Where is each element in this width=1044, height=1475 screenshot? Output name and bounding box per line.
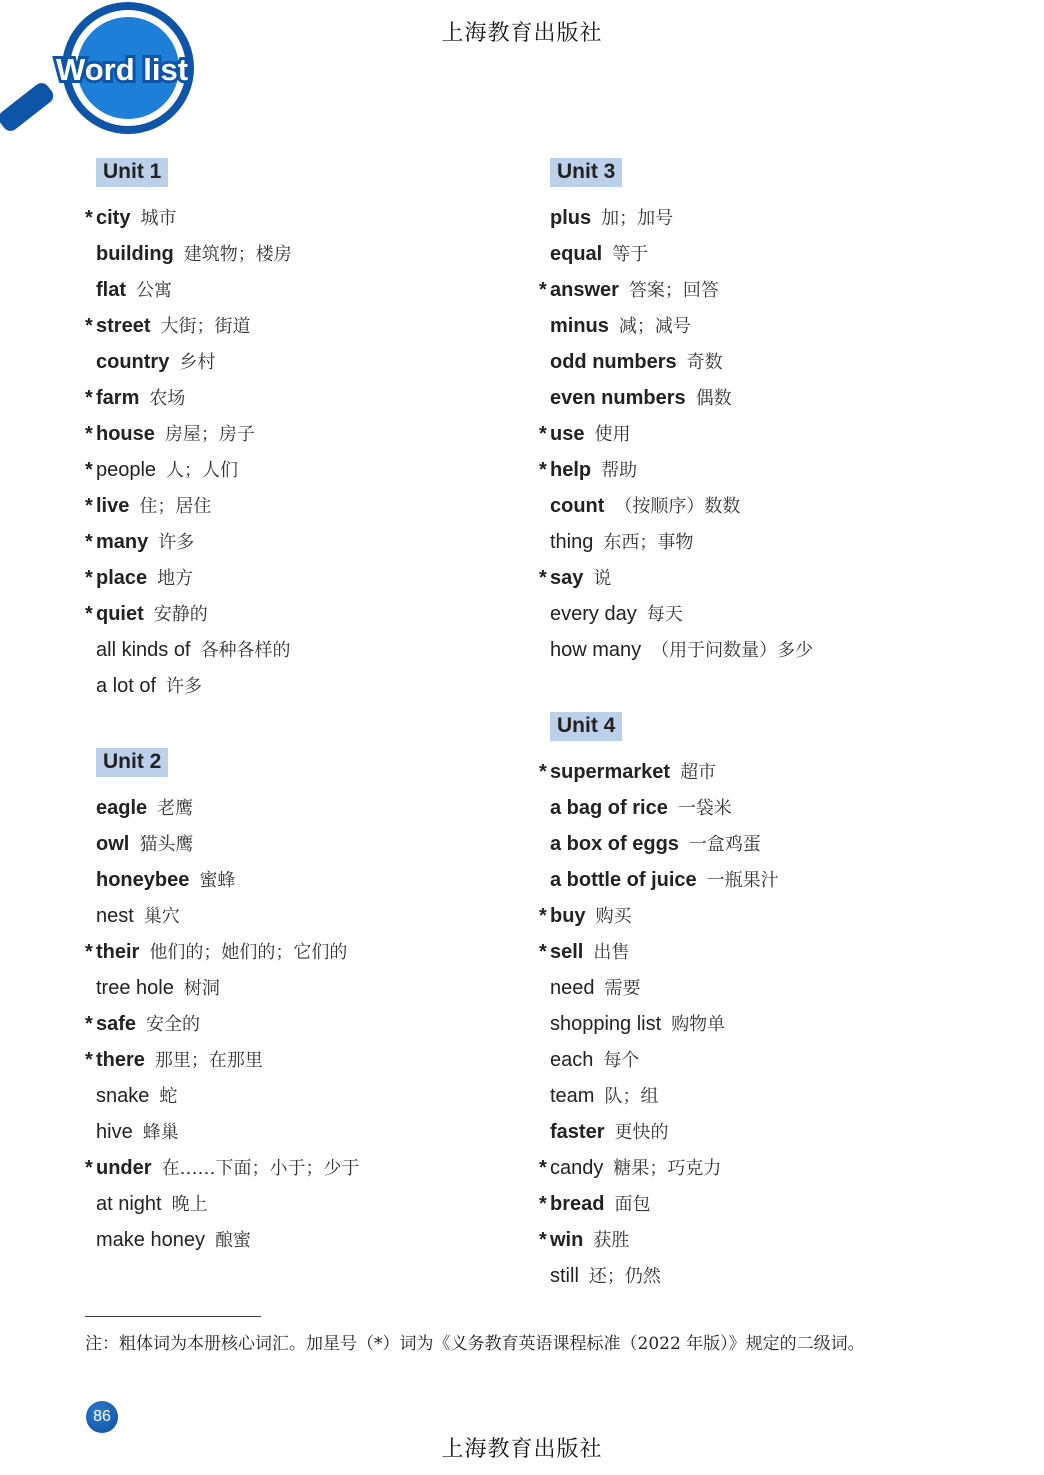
star-marker: * [85, 459, 93, 481]
english-word: answer [550, 279, 619, 301]
star-marker: * [539, 423, 547, 445]
word-entry [539, 1154, 813, 1190]
word-list [539, 758, 813, 1298]
chinese-meaning: 购物单 [671, 1014, 726, 1035]
chinese-meaning: 偶数 [695, 388, 732, 409]
english-word: minus [550, 315, 609, 337]
english-word: flat [96, 279, 126, 301]
chinese-meaning: 糖果；巧克力 [613, 1158, 722, 1179]
english-word: all kinds of [96, 639, 191, 661]
english-word: honeybee [96, 869, 190, 891]
star-marker: * [539, 279, 547, 301]
chinese-meaning: 更快的 [614, 1122, 669, 1143]
chinese-meaning: 住；居住 [139, 496, 212, 517]
chinese-meaning: 超市 [680, 762, 717, 783]
english-word: each [550, 1049, 594, 1071]
word-entry [85, 974, 360, 1010]
star-marker: * [539, 459, 547, 481]
english-word: under [96, 1157, 152, 1179]
chinese-meaning: 奇数 [686, 352, 723, 373]
english-word: thing [550, 531, 594, 553]
chinese-meaning: 使用 [594, 424, 631, 445]
word-entry [539, 456, 813, 492]
word-entry [539, 794, 813, 830]
column-right [539, 158, 813, 1338]
english-word: owl [96, 833, 130, 855]
word-entry [85, 240, 360, 276]
chinese-meaning: 获胜 [593, 1230, 630, 1251]
english-word: need [550, 977, 595, 999]
star-marker: * [85, 1013, 93, 1035]
english-word: sell [550, 941, 584, 963]
chinese-meaning: 酿蜜 [214, 1230, 251, 1251]
page-number: 86 [86, 1401, 118, 1433]
chinese-meaning: 答案；回答 [628, 280, 719, 301]
word-entry [85, 456, 360, 492]
word-entry [85, 564, 360, 600]
chinese-meaning: 蜂巢 [142, 1122, 179, 1143]
star-marker: * [539, 1193, 547, 1215]
word-list [85, 204, 360, 708]
word-entry [539, 1046, 813, 1082]
word-entry [539, 240, 813, 276]
english-word: building [96, 243, 174, 265]
chinese-meaning: 许多 [166, 676, 203, 697]
english-word: equal [550, 243, 603, 265]
chinese-meaning: 猫头鹰 [139, 834, 194, 855]
chinese-meaning: 一盒鸡蛋 [688, 834, 761, 855]
star-marker: * [85, 423, 93, 445]
chinese-meaning: 许多 [158, 532, 195, 553]
chinese-meaning: 老鹰 [157, 798, 194, 819]
chinese-meaning: 说 [593, 568, 612, 589]
english-word: help [550, 459, 592, 481]
word-entry [539, 600, 813, 636]
chinese-meaning: 房屋；房子 [164, 424, 255, 445]
english-word: house [96, 423, 155, 445]
english-word: win [550, 1229, 584, 1251]
english-word: buy [550, 905, 586, 927]
chinese-meaning: 巢穴 [143, 906, 180, 927]
english-word: hive [96, 1121, 133, 1143]
word-entry [85, 636, 360, 672]
unit-block-2 [85, 748, 360, 1262]
chinese-meaning: 还；仍然 [588, 1266, 661, 1287]
chinese-meaning: 面包 [614, 1194, 651, 1215]
unit-block-4 [539, 712, 813, 1298]
word-entry [85, 204, 360, 240]
word-entry [85, 1226, 360, 1262]
chinese-meaning: 蜜蜂 [199, 870, 236, 891]
english-word: their [96, 941, 140, 963]
english-word: quiet [96, 603, 144, 625]
english-word: a box of eggs [550, 833, 679, 855]
unit-block-1 [85, 158, 360, 708]
word-list [85, 794, 360, 1262]
unit-title: Unit 1 [96, 158, 168, 187]
english-word: a bottle of juice [550, 869, 697, 891]
star-marker: * [539, 941, 547, 963]
star-marker: * [85, 387, 93, 409]
star-marker: * [539, 761, 547, 783]
english-word: at night [96, 1193, 162, 1215]
chinese-meaning: （按顺序）数数 [614, 496, 741, 517]
english-word: snake [96, 1085, 150, 1107]
chinese-meaning: 需要 [604, 978, 641, 999]
chinese-meaning: 地方 [157, 568, 194, 589]
star-marker: * [85, 495, 93, 517]
chinese-meaning: 队；组 [604, 1086, 659, 1107]
word-entry [539, 528, 813, 564]
word-entry [539, 758, 813, 794]
star-marker: * [85, 315, 93, 337]
word-entry [539, 636, 813, 672]
chinese-meaning: 帮助 [601, 460, 638, 481]
chinese-meaning: 每个 [603, 1050, 640, 1071]
chinese-meaning: 安全的 [146, 1014, 201, 1035]
english-word: count [550, 495, 605, 517]
column-left [85, 158, 360, 1302]
word-entry [539, 1082, 813, 1118]
word-entry [85, 312, 360, 348]
english-word: still [550, 1265, 579, 1287]
word-entry [539, 830, 813, 866]
english-word: odd numbers [550, 351, 677, 373]
word-entry [85, 600, 360, 636]
star-marker: * [85, 1157, 93, 1179]
english-word: street [96, 315, 151, 337]
english-word: say [550, 567, 584, 589]
word-entry [85, 866, 360, 902]
word-entry [85, 902, 360, 938]
chinese-meaning: 公寓 [136, 280, 172, 301]
english-word: farm [96, 387, 140, 409]
chinese-meaning: 那里；在那里 [154, 1050, 263, 1071]
english-word: a lot of [96, 675, 157, 697]
word-entry [85, 492, 360, 528]
english-word: place [96, 567, 148, 589]
word-list [539, 204, 813, 672]
chinese-meaning: 每天 [646, 604, 683, 625]
chinese-meaning: 晚上 [171, 1194, 208, 1215]
star-marker: * [85, 1049, 93, 1071]
word-entry [539, 492, 813, 528]
english-word: supermarket [550, 761, 671, 783]
unit-title: Unit 3 [550, 158, 622, 187]
footnote-divider [85, 1316, 261, 1317]
english-word: even numbers [550, 387, 686, 409]
word-entry [85, 384, 360, 420]
logo-text: Word list [56, 52, 189, 87]
chinese-meaning: 他们的；她们的；它们的 [149, 942, 348, 963]
chinese-meaning: 安静的 [153, 604, 208, 625]
star-marker: * [85, 207, 93, 229]
chinese-meaning: 建筑物；楼房 [183, 244, 292, 265]
word-entry [85, 1082, 360, 1118]
chinese-meaning: 人；人们 [166, 460, 239, 481]
word-entry [539, 1190, 813, 1226]
header-publisher: 上海教育出版社 [441, 21, 603, 46]
chinese-meaning: 乡村 [179, 352, 216, 373]
english-word: plus [550, 207, 592, 229]
word-entry [539, 1262, 813, 1298]
chinese-meaning: 树洞 [183, 978, 220, 999]
english-word: country [96, 351, 170, 373]
word-entry [539, 866, 813, 902]
english-word: live [96, 495, 130, 517]
word-entry [85, 348, 360, 384]
english-word: a bag of rice [550, 797, 668, 819]
english-word: faster [550, 1121, 605, 1143]
star-marker: * [85, 531, 93, 553]
word-entry [539, 938, 813, 974]
english-word: shopping list [550, 1013, 662, 1035]
word-entry [539, 902, 813, 938]
footnote: 注：粗体词为本册核心词汇。加星号（*）词为《义务教育英语课程标准（2022 年版）》规定的二级词。 [85, 1334, 865, 1354]
chinese-meaning: 农场 [149, 388, 186, 409]
word-entry [85, 1010, 360, 1046]
english-word: nest [96, 905, 134, 927]
star-marker: * [85, 603, 93, 625]
word-entry [85, 794, 360, 830]
word-entry [539, 384, 813, 420]
english-word: safe [96, 1013, 137, 1035]
word-entry [539, 1226, 813, 1262]
word-entry [539, 312, 813, 348]
star-marker: * [539, 1229, 547, 1251]
chinese-meaning: 大街；街道 [160, 316, 251, 337]
star-marker: * [85, 941, 93, 963]
chinese-meaning: 城市 [140, 208, 177, 229]
unit-title: Unit 2 [96, 748, 168, 777]
chinese-meaning: 购买 [595, 906, 632, 927]
word-entry [85, 1046, 360, 1082]
word-entry [85, 1190, 360, 1226]
star-marker: * [539, 905, 547, 927]
word-entry [85, 672, 360, 708]
english-word: many [96, 531, 149, 553]
chinese-meaning: 蛇 [159, 1086, 178, 1107]
english-word: tree hole [96, 977, 174, 999]
word-entry [85, 528, 360, 564]
word-entry [85, 938, 360, 974]
word-entry [539, 276, 813, 312]
word-entry [539, 348, 813, 384]
chinese-meaning: 东西；事物 [603, 532, 694, 553]
chinese-meaning: 出售 [593, 942, 630, 963]
star-marker: * [85, 567, 93, 589]
english-word: bread [550, 1193, 605, 1215]
chinese-meaning: 一瓶果汁 [706, 870, 779, 891]
unit-title: Unit 4 [550, 712, 622, 741]
chinese-meaning: 各种各样的 [200, 640, 291, 661]
chinese-meaning: 在……下面；小于；少于 [161, 1158, 360, 1179]
english-word: team [550, 1085, 595, 1107]
english-word: every day [550, 603, 637, 625]
word-entry [85, 1154, 360, 1190]
word-entry [539, 1118, 813, 1154]
english-word: city [96, 207, 131, 229]
english-word: use [550, 423, 585, 445]
chinese-meaning: 减；减号 [618, 316, 691, 337]
star-marker: * [539, 567, 547, 589]
word-entry [85, 420, 360, 456]
word-entry [539, 420, 813, 456]
english-word: eagle [96, 797, 148, 819]
chinese-meaning: 一袋米 [677, 798, 732, 819]
word-list-logo [0, 0, 220, 170]
english-word: people [96, 459, 157, 481]
star-marker: * [539, 1157, 547, 1179]
word-entry [539, 1010, 813, 1046]
english-word: how many [550, 639, 642, 661]
chinese-meaning: 等于 [612, 244, 649, 265]
unit-block-3 [539, 158, 813, 672]
english-word: candy [550, 1157, 604, 1179]
english-word: there [96, 1049, 145, 1071]
word-entry [539, 974, 813, 1010]
word-entry [539, 204, 813, 240]
word-entry [85, 276, 360, 312]
chinese-meaning: 加；加号 [601, 208, 674, 229]
english-word: make honey [96, 1229, 205, 1251]
word-entry [85, 830, 360, 866]
chinese-meaning: （用于问数量）多少 [651, 640, 814, 661]
word-entry [539, 564, 813, 600]
footer-publisher: 上海教育出版社 [441, 1437, 603, 1462]
word-entry [85, 1118, 360, 1154]
